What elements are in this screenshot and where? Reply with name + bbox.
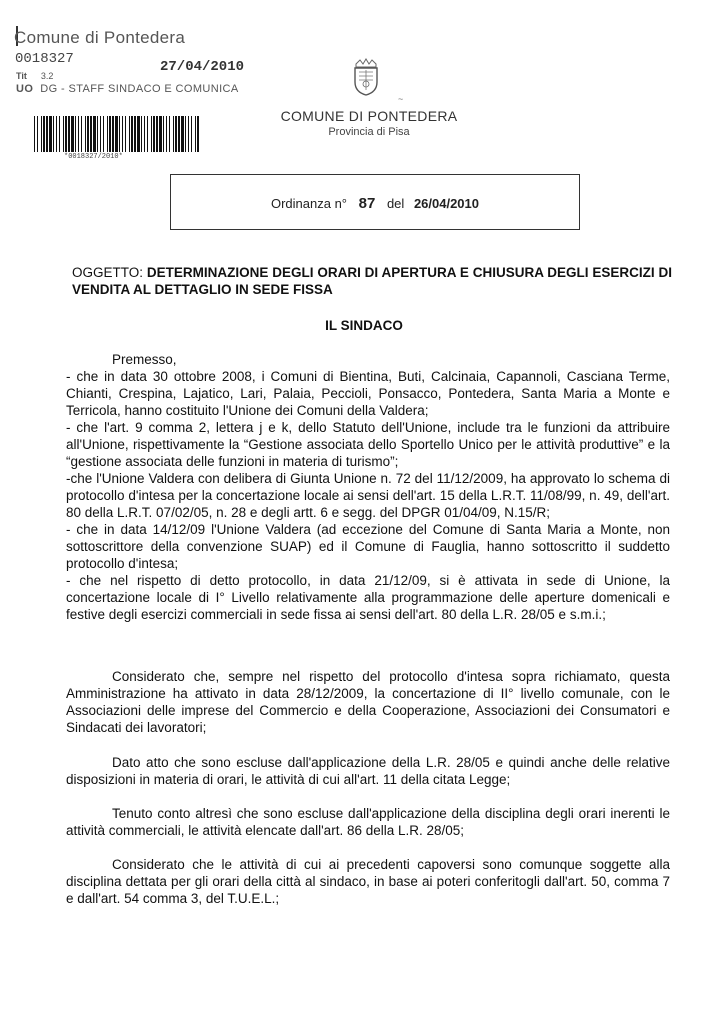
protocol-barcode xyxy=(34,116,200,152)
premesso-item: - che nel rispetto di detto protocollo, in data 21/12/09, si è attivata in sede di Unione, la concertazione locale di I° Livello relativamente alla programmazione delle aperture domenicali e festive degli esercizi commerciali in sede fissa ai sensi dell'art. 80 della L.R. 28/05 e s.m.i.; xyxy=(66,573,670,622)
premesso-item: - che l'art. 9 comma 2, lettera j e k, dello Statuto dell'Unione, include tra le funzioni da attribuire all'Unione, rispettivamente la “Gestione associata dello Sportello Unico per le attività produttive” e la “gestione associata delle funzioni in materia di turismo”; xyxy=(66,420,670,469)
protocol-classification: Tit 3.2 xyxy=(16,71,54,81)
protocol-department: UO DG - STAFF SINDACO E COMUNICA xyxy=(16,83,239,95)
premesso-item: - che in data 14/12/09 l'Unione Valdera (ad eccezione del Comune di Santa Maria a Monte, non sottoscrittore della convenzione SUAP) ed il Comune di Fauglia, hanno sottoscritto il suddetto protocollo d'intesa; xyxy=(66,522,670,571)
barcode-number: *0018327/2010* xyxy=(64,153,123,161)
body-paragraph xyxy=(66,856,670,907)
municipality-title: COMUNE DI PONTEDERA xyxy=(280,108,458,124)
protocol-date: 27/04/2010 xyxy=(160,59,245,75)
considerato-attivita-paragraph: Considerato che le attività di cui ai precedenti capoversi sono comunque soggette alla disciplina dettata per gli orari della città al sindaco, in base ai poteri conferitogli dall'art. 50, comma 7 e dall'art. 54 comma 3, del T.U.E.L.; xyxy=(66,857,670,906)
protocol-number: 0018327 xyxy=(15,51,74,67)
body-paragraph xyxy=(66,668,670,736)
considerato-paragraph: Considerato che, sempre nel rispetto del protocollo d'intesa sopra richiamato, questa Amministrazione ha attivato in data 28/12/2009, la concertazione di II° livello comunale, con le Associazioni delle imprese del Commercio e della Cooperazione, Associazioni dei Consumatori e Sindacati dei lavoratori; xyxy=(66,669,670,735)
body-paragraph xyxy=(66,754,670,788)
stamp-office: Comune di Pontedera xyxy=(14,28,186,47)
premesso-block xyxy=(66,351,670,623)
crest-mark: ~ xyxy=(398,94,404,104)
signatory-heading: IL SINDACO xyxy=(325,318,403,333)
premesso-item: -che l'Unione Valdera con delibera di Giunta Unione n. 72 del 11/12/2009, ha approvato lo schema di protocollo d'intesa per la concertazione locale ai sensi dell'art. 15 della L.R.T. 11/08/99, n. 49, dell'art. 80 della L.R.T. 07/02/05, n. 28 e degli artt. 6 e segg. del DPGR 01/04/09, N.15/R; xyxy=(66,471,670,520)
tenuto-conto-paragraph: Tenuto conto altresì che sono escluse dall'applicazione della disciplina degli orari inerenti le attività commerciali, le attività elencate dall'art. 86 della L.R. 28/05; xyxy=(66,806,670,838)
body-paragraph xyxy=(66,805,670,839)
premesso-intro: Premesso, xyxy=(112,352,177,367)
municipal-crest-icon xyxy=(352,58,380,96)
ordinance-label: Ordinanza n° xyxy=(270,196,348,211)
ordinance-date: 26/04/2010 xyxy=(413,196,480,211)
ordinance-line xyxy=(171,195,579,212)
ordinance-number: 87 xyxy=(358,195,376,212)
dato-atto-paragraph: Dato atto che sono escluse dall'applicazione della L.R. 28/05 e quindi anche delle relative disposizioni in materia di orari, le attività di cui all'art. 11 della citata Legge; xyxy=(66,755,670,787)
subject xyxy=(72,264,672,298)
subject-label: OGGETTO: xyxy=(72,265,144,280)
municipality-province: Provincia di Pisa xyxy=(328,126,410,138)
ordinance-del-label: del xyxy=(386,196,405,211)
subject-text: DETERMINAZIONE DEGLI ORARI DI APERTURA E CHIUSURA DEGLI ESERCIZI DI VENDITA AL DETTAGLIO IN SEDE FISSA xyxy=(72,265,672,297)
ordinance-box xyxy=(170,174,580,230)
premesso-item: - che in data 30 ottobre 2008, i Comuni di Bientina, Buti, Calcinaia, Capannoli, Casciana Terme, Chianti, Crespina, Lajatico, Lari, Palaia, Peccioli, Ponsacco, Pontedera, Santa Maria a Monte e Terricola, hanno costituito l'Unione dei Comuni della Valdera; xyxy=(66,369,670,418)
